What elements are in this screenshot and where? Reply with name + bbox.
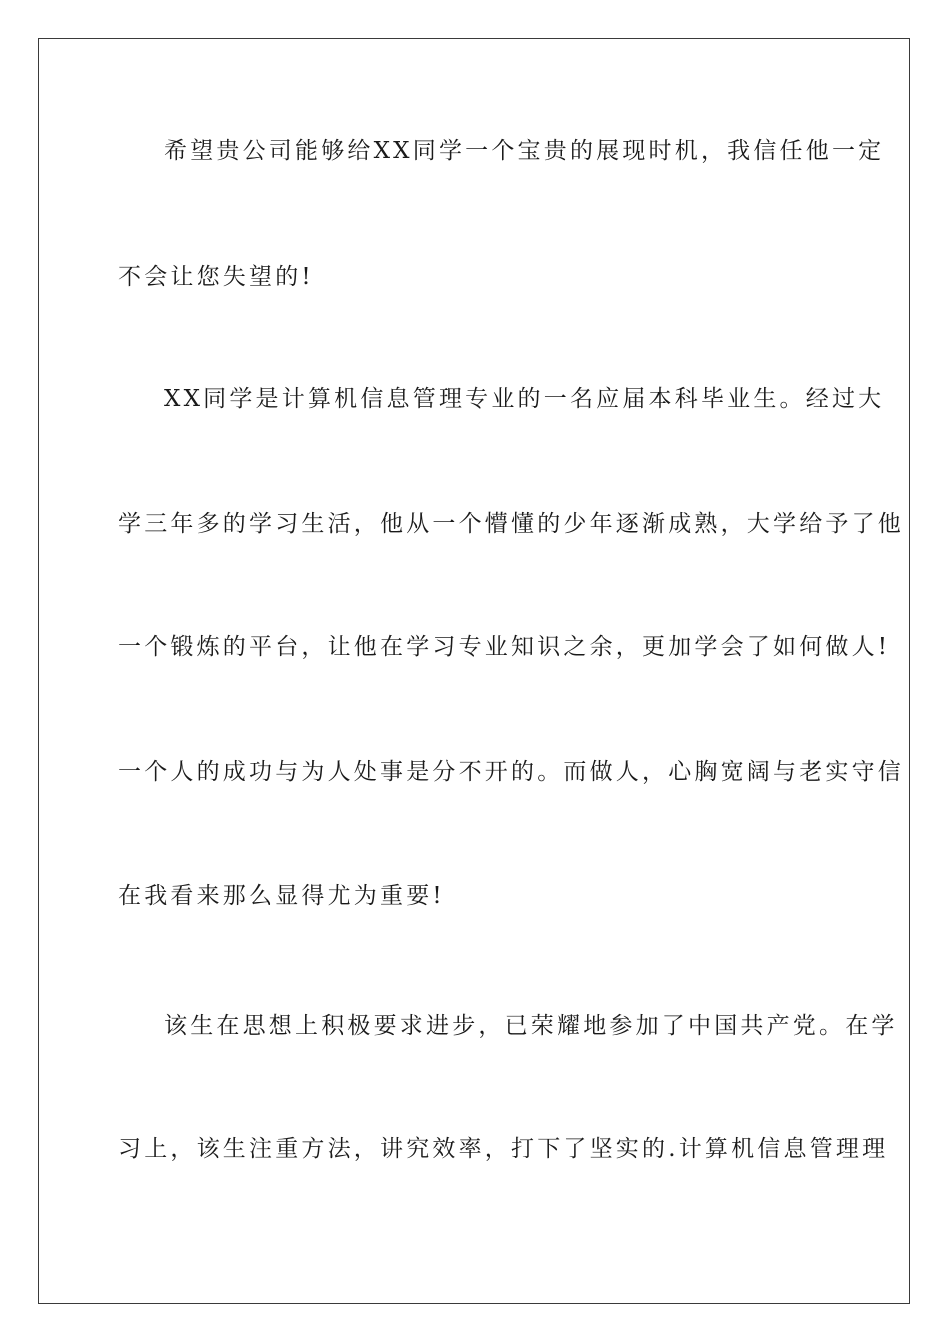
paragraph-3-line-2: 习上，该生注重方法，讲究效率，打下了坚实的.计算机信息管理理 [118,1136,889,1162]
paragraph-2-line-2: 学三年多的学习生活，他从一个懵懂的少年逐渐成熟，大学给予了他 [118,511,904,537]
paragraph-2-line-5: 在我看来那么显得尤为重要! [118,883,445,909]
paragraph-1-line-1: 希望贵公司能够给XX同学一个宝贵的展现时机，我信任他一定 [164,138,885,164]
page-frame [38,38,910,1304]
paragraph-3-line-1: 该生在思想上积极要求进步，已荣耀地参加了中国共产党。在学 [164,1013,898,1039]
paragraph-2-line-3: 一个锻炼的平台，让他在学习专业知识之余，更加学会了如何做人! [118,634,891,660]
paragraph-2-line-1: XX同学是计算机信息管理专业的一名应届本科毕业生。经过大 [164,386,885,412]
paragraph-2-line-4: 一个人的成功与为人处事是分不开的。而做人，心胸宽阔与老实守信 [118,759,904,785]
paragraph-1-line-2: 不会让您失望的! [118,264,314,290]
